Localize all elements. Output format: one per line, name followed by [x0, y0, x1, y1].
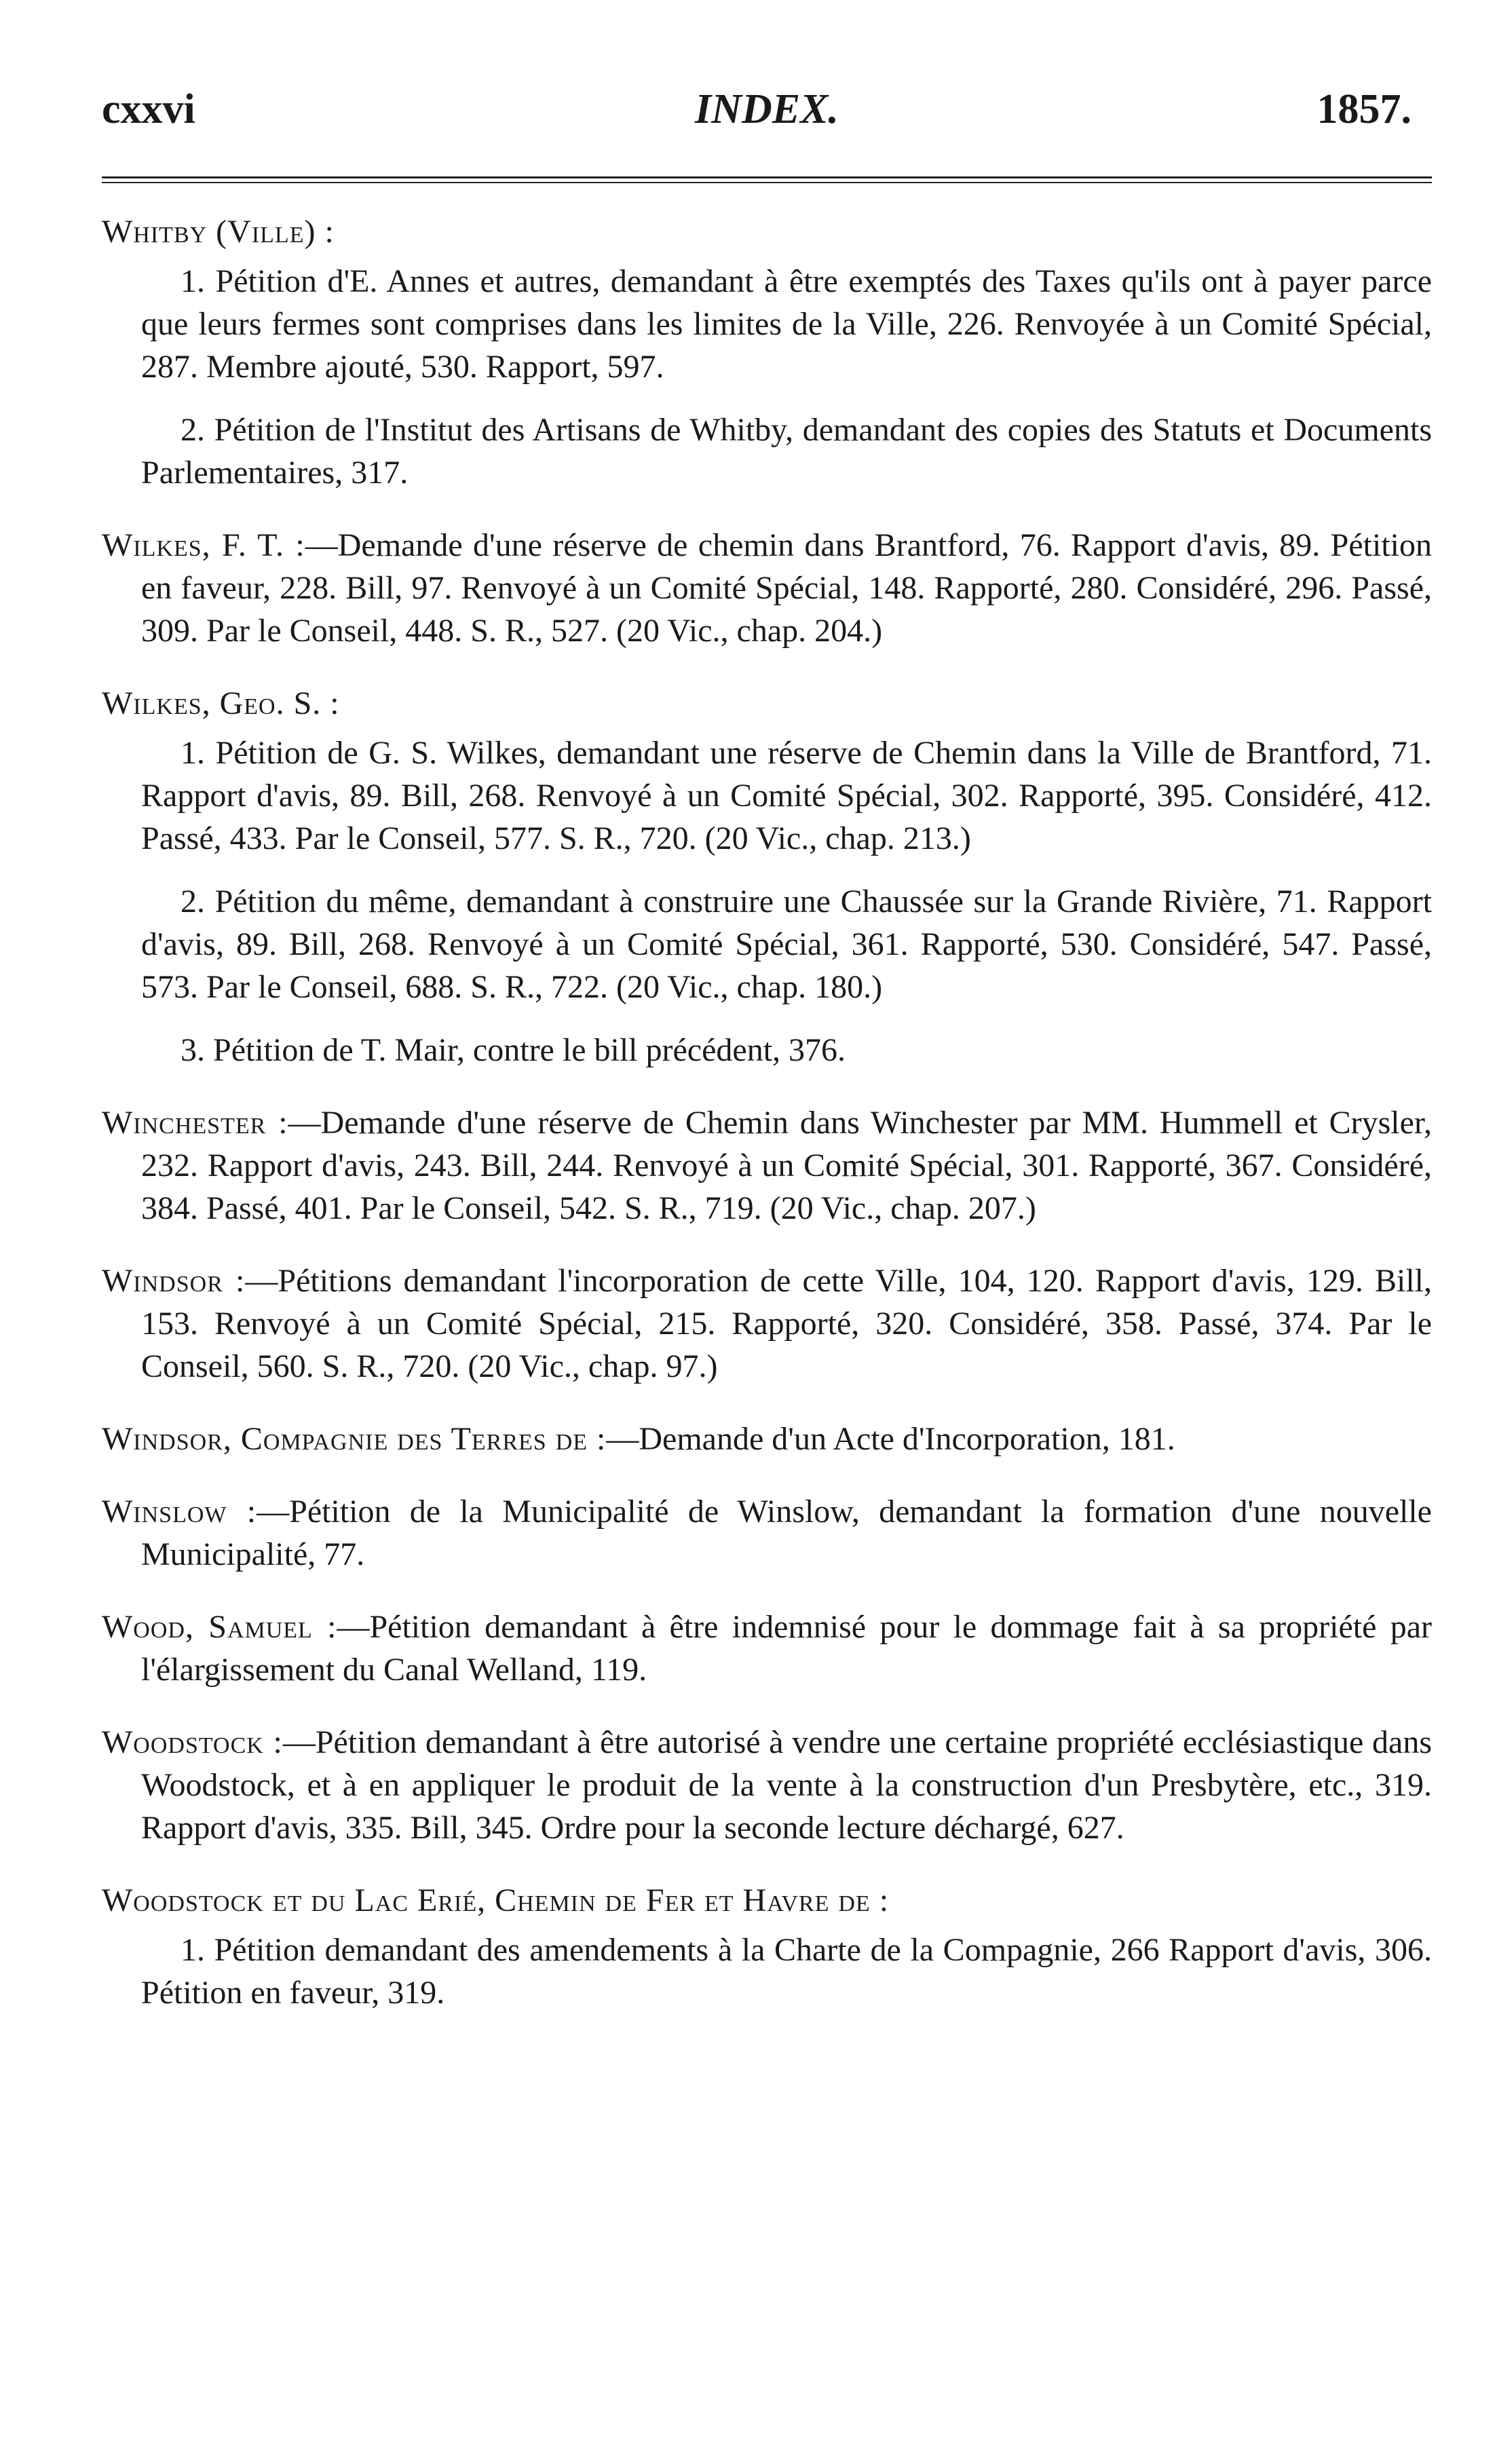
entry-text: —Demande d'une réserve de Chemin dans Winchester par MM. Hummell et Crysler, 232. Rapport d'avis, 243. Bill, 244. Renvoyé à un Comité Spécial, 301. Rapporté, 367. Considéré, 384. Passé, 401. Par le Conseil, 542. S. R., 719. (20 Vic., chap. 207.) — [141, 1105, 1433, 1226]
sub-entry-number: 3. — [181, 1032, 205, 1068]
sub-entry-text: Pétition de T. Mair, contre le bill précédent, 376. — [205, 1032, 846, 1068]
sub-entry — [141, 1029, 1432, 1072]
entry-name: Woodstock et du Lac Erié, Chemin de Fer et Havre de : — [102, 1882, 890, 1918]
entry-name: Wilkes, F. T. : — [102, 527, 305, 563]
entry-name: Winchester : — [102, 1105, 288, 1141]
page-header — [102, 61, 1432, 143]
entry-name: Windsor : — [102, 1263, 246, 1299]
index-entry — [102, 1259, 1432, 1388]
entry-text: —Demande d'une réserve de chemin dans Brantford, 76. Rapport d'avis, 89. Pétition en faveur, 228. Bill, 97. Renvoyé à un Comité Spécial, 148. Rapporté, 280. Considéré, 296. Passé, 309. Par le Conseil, 448. S. R., 527. (20 Vic., chap. 204.) — [141, 527, 1432, 649]
entry-name: Whitby (Ville) : — [102, 214, 335, 250]
index-entry — [102, 1490, 1432, 1576]
sub-entry-text: Pétition demandant des amendements à la Charte de la Compagnie, 266 Rapport d'avis, 306. Pétition en faveur, 319. — [141, 1932, 1432, 2011]
entry-heading — [102, 1721, 1432, 1849]
page-number: cxxvi — [102, 86, 195, 132]
index-entry — [102, 1101, 1432, 1230]
index-entry — [102, 1721, 1432, 1849]
sub-entry-number: 1. — [181, 263, 205, 299]
entry-text: —Pétition demandant à être autorisé à vendre une certaine propriété ecclésiastique dans Woodstock, et à en appliquer le produit de la vente à la construction d'un Presbytère, etc., 319. Rapport d'avis, 335. Bill, 345. Ordre pour la seconde lecture déchargé, 627. — [141, 1724, 1432, 1846]
index-entry — [102, 524, 1432, 652]
sub-entries — [102, 732, 1432, 1072]
sub-entry — [141, 409, 1432, 494]
sub-entry-text: Pétition du même, demandant à construire une Chaussée sur la Grande Rivière, 71. Rapport d'avis, 89. Bill, 268. Renvoyé à un Comité Spécial, 361. Rapporté, 530. Considéré, 547. Passé, 573. Par le Conseil, 688. S. R., 722. (20 Vic., chap. 180.) — [141, 884, 1432, 1005]
sub-entry-number: 1. — [181, 735, 205, 771]
entry-heading — [102, 1490, 1432, 1576]
entry-name: Wilkes, Geo. S. : — [102, 685, 340, 721]
sub-entry — [141, 880, 1432, 1008]
entry-name: Woodstock : — [102, 1724, 283, 1760]
index-page — [102, 61, 1432, 2044]
entry-heading — [102, 1259, 1432, 1388]
sub-entry-text: Pétition de G. S. Wilkes, demandant une réserve de Chemin dans la Ville de Brantford, 71. Rapport d'avis, 89. Bill, 268. Renvoyé à un Comité Spécial, 302. Rapporté, 395. Considéré, 412. Passé, 433. Par le Conseil, 577. S. R., 720. (20 Vic., chap. 213.) — [141, 735, 1432, 856]
entry-heading — [102, 524, 1432, 652]
sub-entry-number: 2. — [181, 884, 205, 920]
entry-heading — [102, 1879, 1432, 1922]
sub-entry — [141, 1929, 1432, 2014]
sub-entry — [141, 732, 1432, 860]
entry-heading — [102, 682, 1432, 725]
index-entry — [102, 1606, 1432, 1691]
header-rule — [102, 176, 1432, 183]
index-entry — [102, 1418, 1432, 1460]
entry-heading — [102, 1606, 1432, 1691]
index-entry — [102, 210, 1432, 494]
sub-entry-number: 2. — [181, 412, 205, 448]
entry-text: —Demande d'un Acte d'Incorporation, 181. — [606, 1421, 1175, 1457]
entry-name: Wood, Samuel : — [102, 1609, 337, 1645]
entry-heading — [102, 1101, 1432, 1230]
sub-entry — [141, 260, 1432, 388]
page-year: 1857. — [1316, 86, 1411, 132]
entry-heading — [102, 210, 1432, 253]
page-title: INDEX. — [695, 86, 839, 132]
entry-name: Winslow : — [102, 1494, 257, 1530]
entry-heading — [102, 1418, 1432, 1460]
sub-entry-text: Pétition de l'Institut des Artisans de Whitby, demandant des copies des Statuts et Documents Parlementaires, 317. — [141, 412, 1432, 491]
sub-entries — [102, 1929, 1432, 2014]
index-entry — [102, 1879, 1432, 2014]
sub-entry-text: Pétition d'E. Annes et autres, demandant à être exemptés des Taxes qu'ils ont à payer parce que leurs fermes sont comprises dans les limites de la Ville, 226. Renvoyée à un Comité Spécial, 287. Membre ajouté, 530. Rapport, 597. — [141, 263, 1432, 385]
index-entry — [102, 682, 1432, 1072]
index-body — [102, 210, 1432, 2014]
entry-text: —Pétition de la Municipalité de Winslow, demandant la formation d'une nouvelle Municipalité, 77. — [141, 1494, 1432, 1572]
sub-entries — [102, 260, 1432, 494]
entry-text: —Pétitions demandant l'incorporation de cette Ville, 104, 120. Rapport d'avis, 129. Bill, 153. Renvoyé à un Comité Spécial, 215. Rapporté, 320. Considéré, 358. Passé, 374. Par le Conseil, 560. S. R., 720. (20 Vic., chap. 97.) — [141, 1263, 1432, 1384]
entry-text: —Pétition demandant à être indemnisé pour le dommage fait à sa propriété par l'élargissement du Canal Welland, 119. — [141, 1609, 1433, 1688]
entry-name: Windsor, Compagnie des Terres de : — [102, 1421, 607, 1457]
sub-entry-number: 1. — [181, 1932, 205, 1968]
